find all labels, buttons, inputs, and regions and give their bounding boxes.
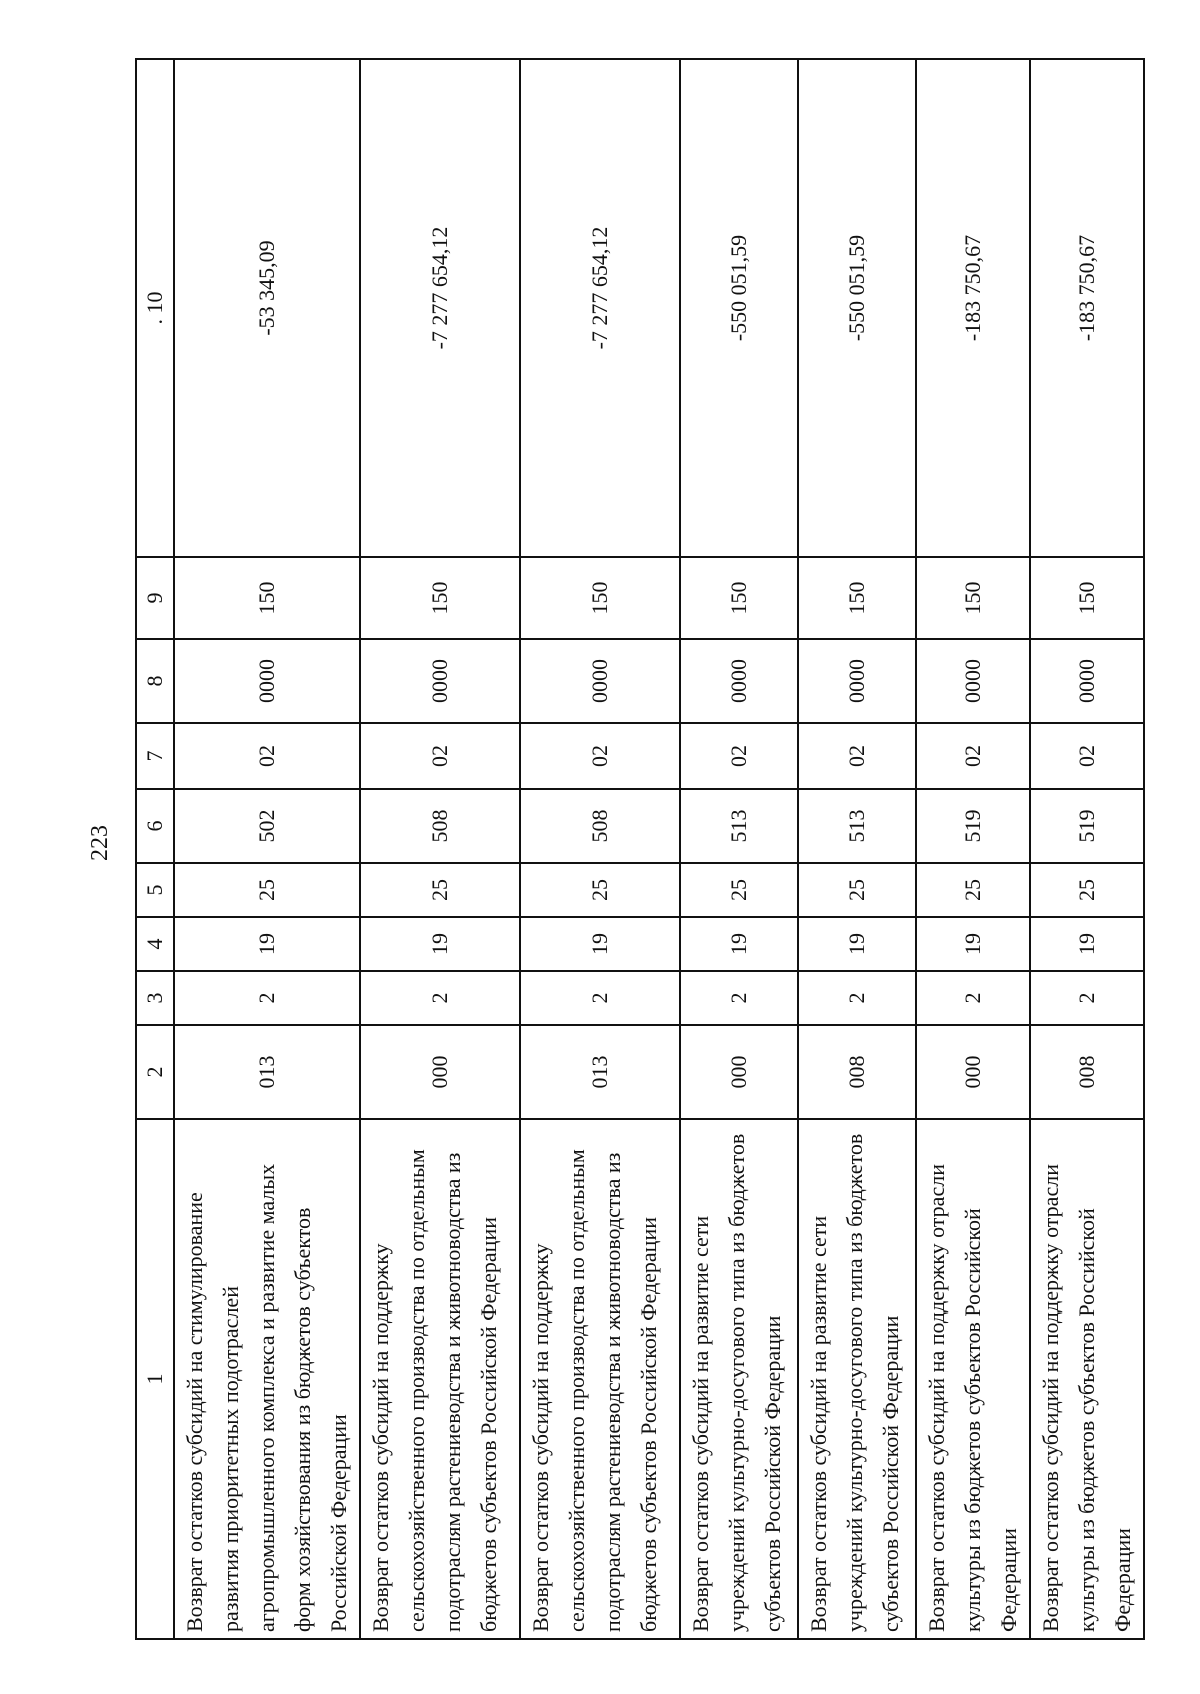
cell-col7: 02 (798, 723, 916, 789)
cell-amount: -7 277 654,12 (520, 59, 680, 557)
rotated-table-container (135, 60, 1135, 1640)
table-row (798, 59, 916, 1639)
cell-col4: 19 (360, 917, 520, 971)
cell-col8: 0000 (360, 639, 520, 723)
cell-col3: 2 (680, 971, 798, 1025)
cell-col7: 02 (520, 723, 680, 789)
cell-amount: -550 051,59 (680, 59, 798, 557)
cell-col2: 008 (1030, 1025, 1144, 1119)
cell-col4: 19 (174, 917, 360, 971)
header-cell-2: 2 (136, 1025, 174, 1119)
header-cell-5: 5 (136, 863, 174, 917)
header-cell-8: 8 (136, 639, 174, 723)
cell-col8: 0000 (520, 639, 680, 723)
table-row (360, 59, 520, 1639)
cell-amount: -183 750,67 (916, 59, 1030, 557)
cell-col7: 02 (916, 723, 1030, 789)
header-cell-9: 9 (136, 557, 174, 639)
row-description: Возврат остатков субсидий на развитие сети учреждений культурно-досугового типа из бюджетов субъектов Российской Федерации (680, 1119, 798, 1639)
cell-col4: 19 (798, 917, 916, 971)
cell-col5: 25 (174, 863, 360, 917)
cell-col8: 0000 (798, 639, 916, 723)
cell-col4: 19 (520, 917, 680, 971)
table-row (174, 59, 360, 1639)
cell-col8: 0000 (916, 639, 1030, 723)
cell-col2: 013 (174, 1025, 360, 1119)
cell-col3: 2 (174, 971, 360, 1025)
table-row (916, 59, 1030, 1639)
table-row (680, 59, 798, 1639)
cell-col9: 150 (174, 557, 360, 639)
cell-col5: 25 (520, 863, 680, 917)
cell-col3: 2 (798, 971, 916, 1025)
header-row (136, 59, 174, 1639)
header-cell-7: 7 (136, 723, 174, 789)
header-cell-3: 3 (136, 971, 174, 1025)
table-row (1030, 59, 1144, 1639)
cell-col2: 013 (520, 1025, 680, 1119)
row-description: Возврат остатков субсидий на поддержку сельскохозяйственного производства по отдельным подотраслям растениеводства и животноводства из бюджетов субъектов Российской Федерации (520, 1119, 680, 1639)
cell-col6: 508 (520, 789, 680, 863)
cell-col6: 502 (174, 789, 360, 863)
cell-col3: 2 (1030, 971, 1144, 1025)
cell-col8: 0000 (680, 639, 798, 723)
cell-col9: 150 (916, 557, 1030, 639)
header-cell-1: 1 (136, 1119, 174, 1639)
cell-amount: -7 277 654,12 (360, 59, 520, 557)
cell-col9: 150 (360, 557, 520, 639)
cell-col9: 150 (680, 557, 798, 639)
cell-col2: 000 (680, 1025, 798, 1119)
cell-col4: 19 (680, 917, 798, 971)
cell-col7: 02 (174, 723, 360, 789)
cell-col6: 519 (916, 789, 1030, 863)
row-description: Возврат остатков субсидий на поддержку отрасли культуры из бюджетов субъектов Российской Федерации (1030, 1119, 1144, 1639)
cell-col6: 513 (798, 789, 916, 863)
header-cell-4: 4 (136, 917, 174, 971)
row-description: Возврат остатков субсидий на поддержку сельскохозяйственного производства по отдельным подотраслям растениеводства и животноводства из бюджетов субъектов Российской Федерации (360, 1119, 520, 1639)
cell-col5: 25 (916, 863, 1030, 917)
cell-col3: 2 (916, 971, 1030, 1025)
cell-col5: 25 (360, 863, 520, 917)
page-number: 223 (87, 825, 113, 861)
cell-col7: 02 (360, 723, 520, 789)
cell-col5: 25 (1030, 863, 1144, 917)
cell-amount: -53 345,09 (174, 59, 360, 557)
cell-col9: 150 (798, 557, 916, 639)
cell-col2: 000 (916, 1025, 1030, 1119)
cell-col9: 150 (520, 557, 680, 639)
cell-col3: 2 (360, 971, 520, 1025)
cell-col9: 150 (1030, 557, 1144, 639)
cell-col2: 000 (360, 1025, 520, 1119)
budget-table (135, 58, 1145, 1640)
cell-col8: 0000 (174, 639, 360, 723)
cell-col8: 0000 (1030, 639, 1144, 723)
cell-col3: 2 (520, 971, 680, 1025)
row-description: Возврат остатков субсидий на стимулирование развития приоритетных подотраслей агропромышленного комплекса и развитие малых форм хозяйствования из бюджетов субъектов Российской Федерации (174, 1119, 360, 1639)
cell-col6: 513 (680, 789, 798, 863)
header-cell-10: . 10 (136, 59, 174, 557)
cell-col4: 19 (1030, 917, 1144, 971)
cell-col5: 25 (680, 863, 798, 917)
cell-amount: -183 750,67 (1030, 59, 1144, 557)
table-row (520, 59, 680, 1639)
cell-col4: 19 (916, 917, 1030, 971)
header-cell-6: 6 (136, 789, 174, 863)
row-description: Возврат остатков субсидий на развитие сети учреждений культурно-досугового типа из бюджетов субъектов Российской Федерации (798, 1119, 916, 1639)
row-description: Возврат остатков субсидий на поддержку отрасли культуры из бюджетов субъектов Российской Федерации (916, 1119, 1030, 1639)
cell-col7: 02 (1030, 723, 1144, 789)
cell-col5: 25 (798, 863, 916, 917)
cell-col2: 008 (798, 1025, 916, 1119)
cell-col7: 02 (680, 723, 798, 789)
cell-col6: 519 (1030, 789, 1144, 863)
cell-col6: 508 (360, 789, 520, 863)
cell-amount: -550 051,59 (798, 59, 916, 557)
